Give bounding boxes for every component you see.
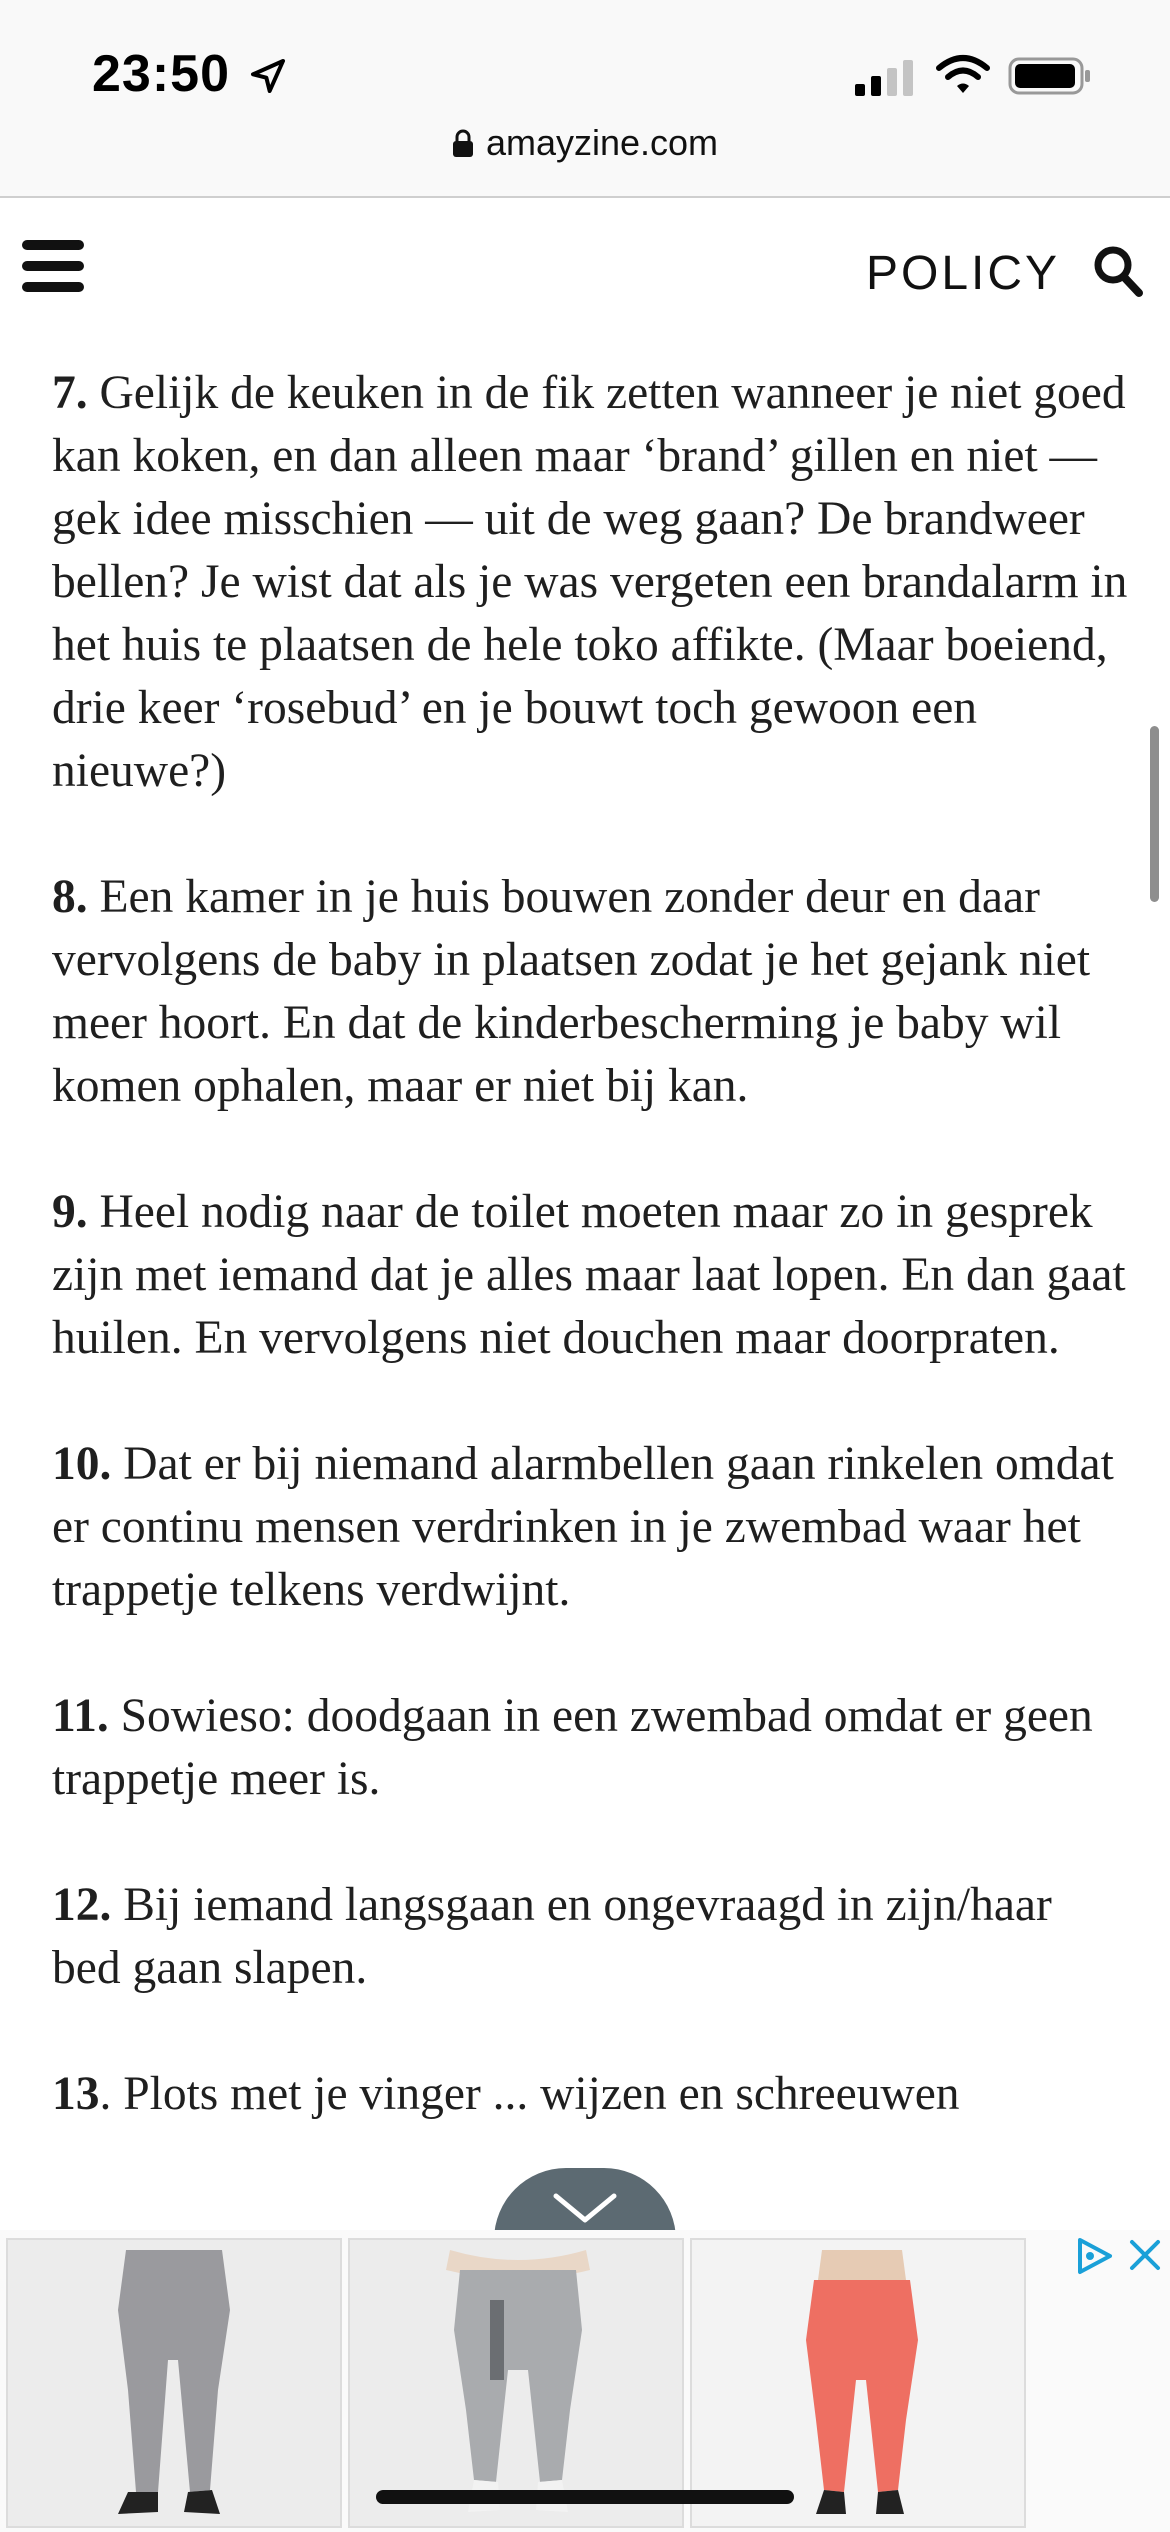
list-item	[52, 2063, 1132, 2126]
list-item	[52, 1433, 1132, 1622]
clock: 23:50	[92, 45, 230, 103]
url-text: amayzine.com	[485, 122, 719, 163]
ad-product-1[interactable]	[6, 2238, 342, 2528]
location-arrow-icon	[248, 56, 288, 96]
policy-link[interactable]: POLICY	[866, 247, 1061, 300]
item-number: 9.	[52, 1186, 88, 1238]
home-indicator[interactable]	[376, 2490, 794, 2504]
item-text: Een kamer in je huis bouwen zonder deur en daar vervolgens de baby in plaatsen zodat je het gejank niet meer hoort. En dat de kinderbescherming je baby wil komen ophalen, maar er niet bij kan.	[52, 871, 1091, 1112]
item-text: Gelijk de keuken in de fik zetten wanneer je niet goed kan koken, en dan alleen maar ‘brand’ gillen en niet — gek idee misschien — uit de weg gaan? De brandweer bellen? Je wist dat als je was vergeten een brandalarm in het huis te plaatsen de hele toko affikte. (Maar boeiend, drie keer ‘rosebud’ en je bouwt toch gewoon een nieuwe?)	[52, 367, 1128, 797]
article-body	[52, 362, 1132, 2222]
lock-icon	[452, 128, 474, 158]
ad-choices-icon[interactable]	[1074, 2236, 1164, 2276]
item-text: Dat er bij niemand alarmbellen gaan rinkelen omdat er continu mensen verdrinken in je zwembad waar het trappetje telkens verdwijnt.	[52, 1438, 1114, 1616]
leggings-image	[8, 2240, 342, 2528]
list-item	[52, 1685, 1132, 1811]
battery-icon	[1008, 56, 1092, 96]
item-text: Bij iemand langsgaan en ongevraagd in zijn/haar bed gaan slapen.	[52, 1879, 1052, 1994]
scrollbar-thumb[interactable]	[1150, 726, 1159, 902]
ad-banner[interactable]	[0, 2230, 1170, 2532]
status-bar	[0, 0, 1170, 130]
list-item	[52, 1874, 1132, 2000]
leggings-image	[692, 2240, 1026, 2528]
ad-product-2[interactable]	[348, 2238, 684, 2528]
item-number: 8.	[52, 871, 88, 923]
chevron-down-icon	[552, 2192, 618, 2226]
item-number: 7.	[52, 367, 88, 419]
ad-product-3[interactable]	[690, 2238, 1026, 2528]
list-item	[52, 1181, 1132, 1370]
search-icon[interactable]	[1092, 244, 1144, 298]
leggings-image	[350, 2240, 684, 2528]
item-number: 10.	[52, 1438, 112, 1490]
site-header	[0, 200, 1170, 350]
wifi-icon	[935, 54, 991, 96]
menu-icon[interactable]	[22, 240, 84, 294]
list-item	[52, 866, 1132, 1118]
list-item	[52, 362, 1132, 803]
item-number: 11.	[52, 1690, 109, 1742]
item-text: Heel nodig naar de toilet moeten maar zo in gesprek zijn met iemand dat je alles maar laat lopen. En dan gaat huilen. En vervolgens niet douchen maar doorpraten.	[52, 1186, 1126, 1364]
cellular-signal-icon	[855, 60, 915, 96]
item-number: 13	[52, 2068, 100, 2120]
address-bar[interactable]	[0, 118, 1170, 198]
item-text: Sowieso: doodgaan in een zwembad omdat er geen trappetje meer is.	[52, 1690, 1093, 1805]
item-number: 12.	[52, 1879, 112, 1931]
item-text: . Plots met je vinger ... wijzen en schreeuwen	[99, 2068, 960, 2120]
